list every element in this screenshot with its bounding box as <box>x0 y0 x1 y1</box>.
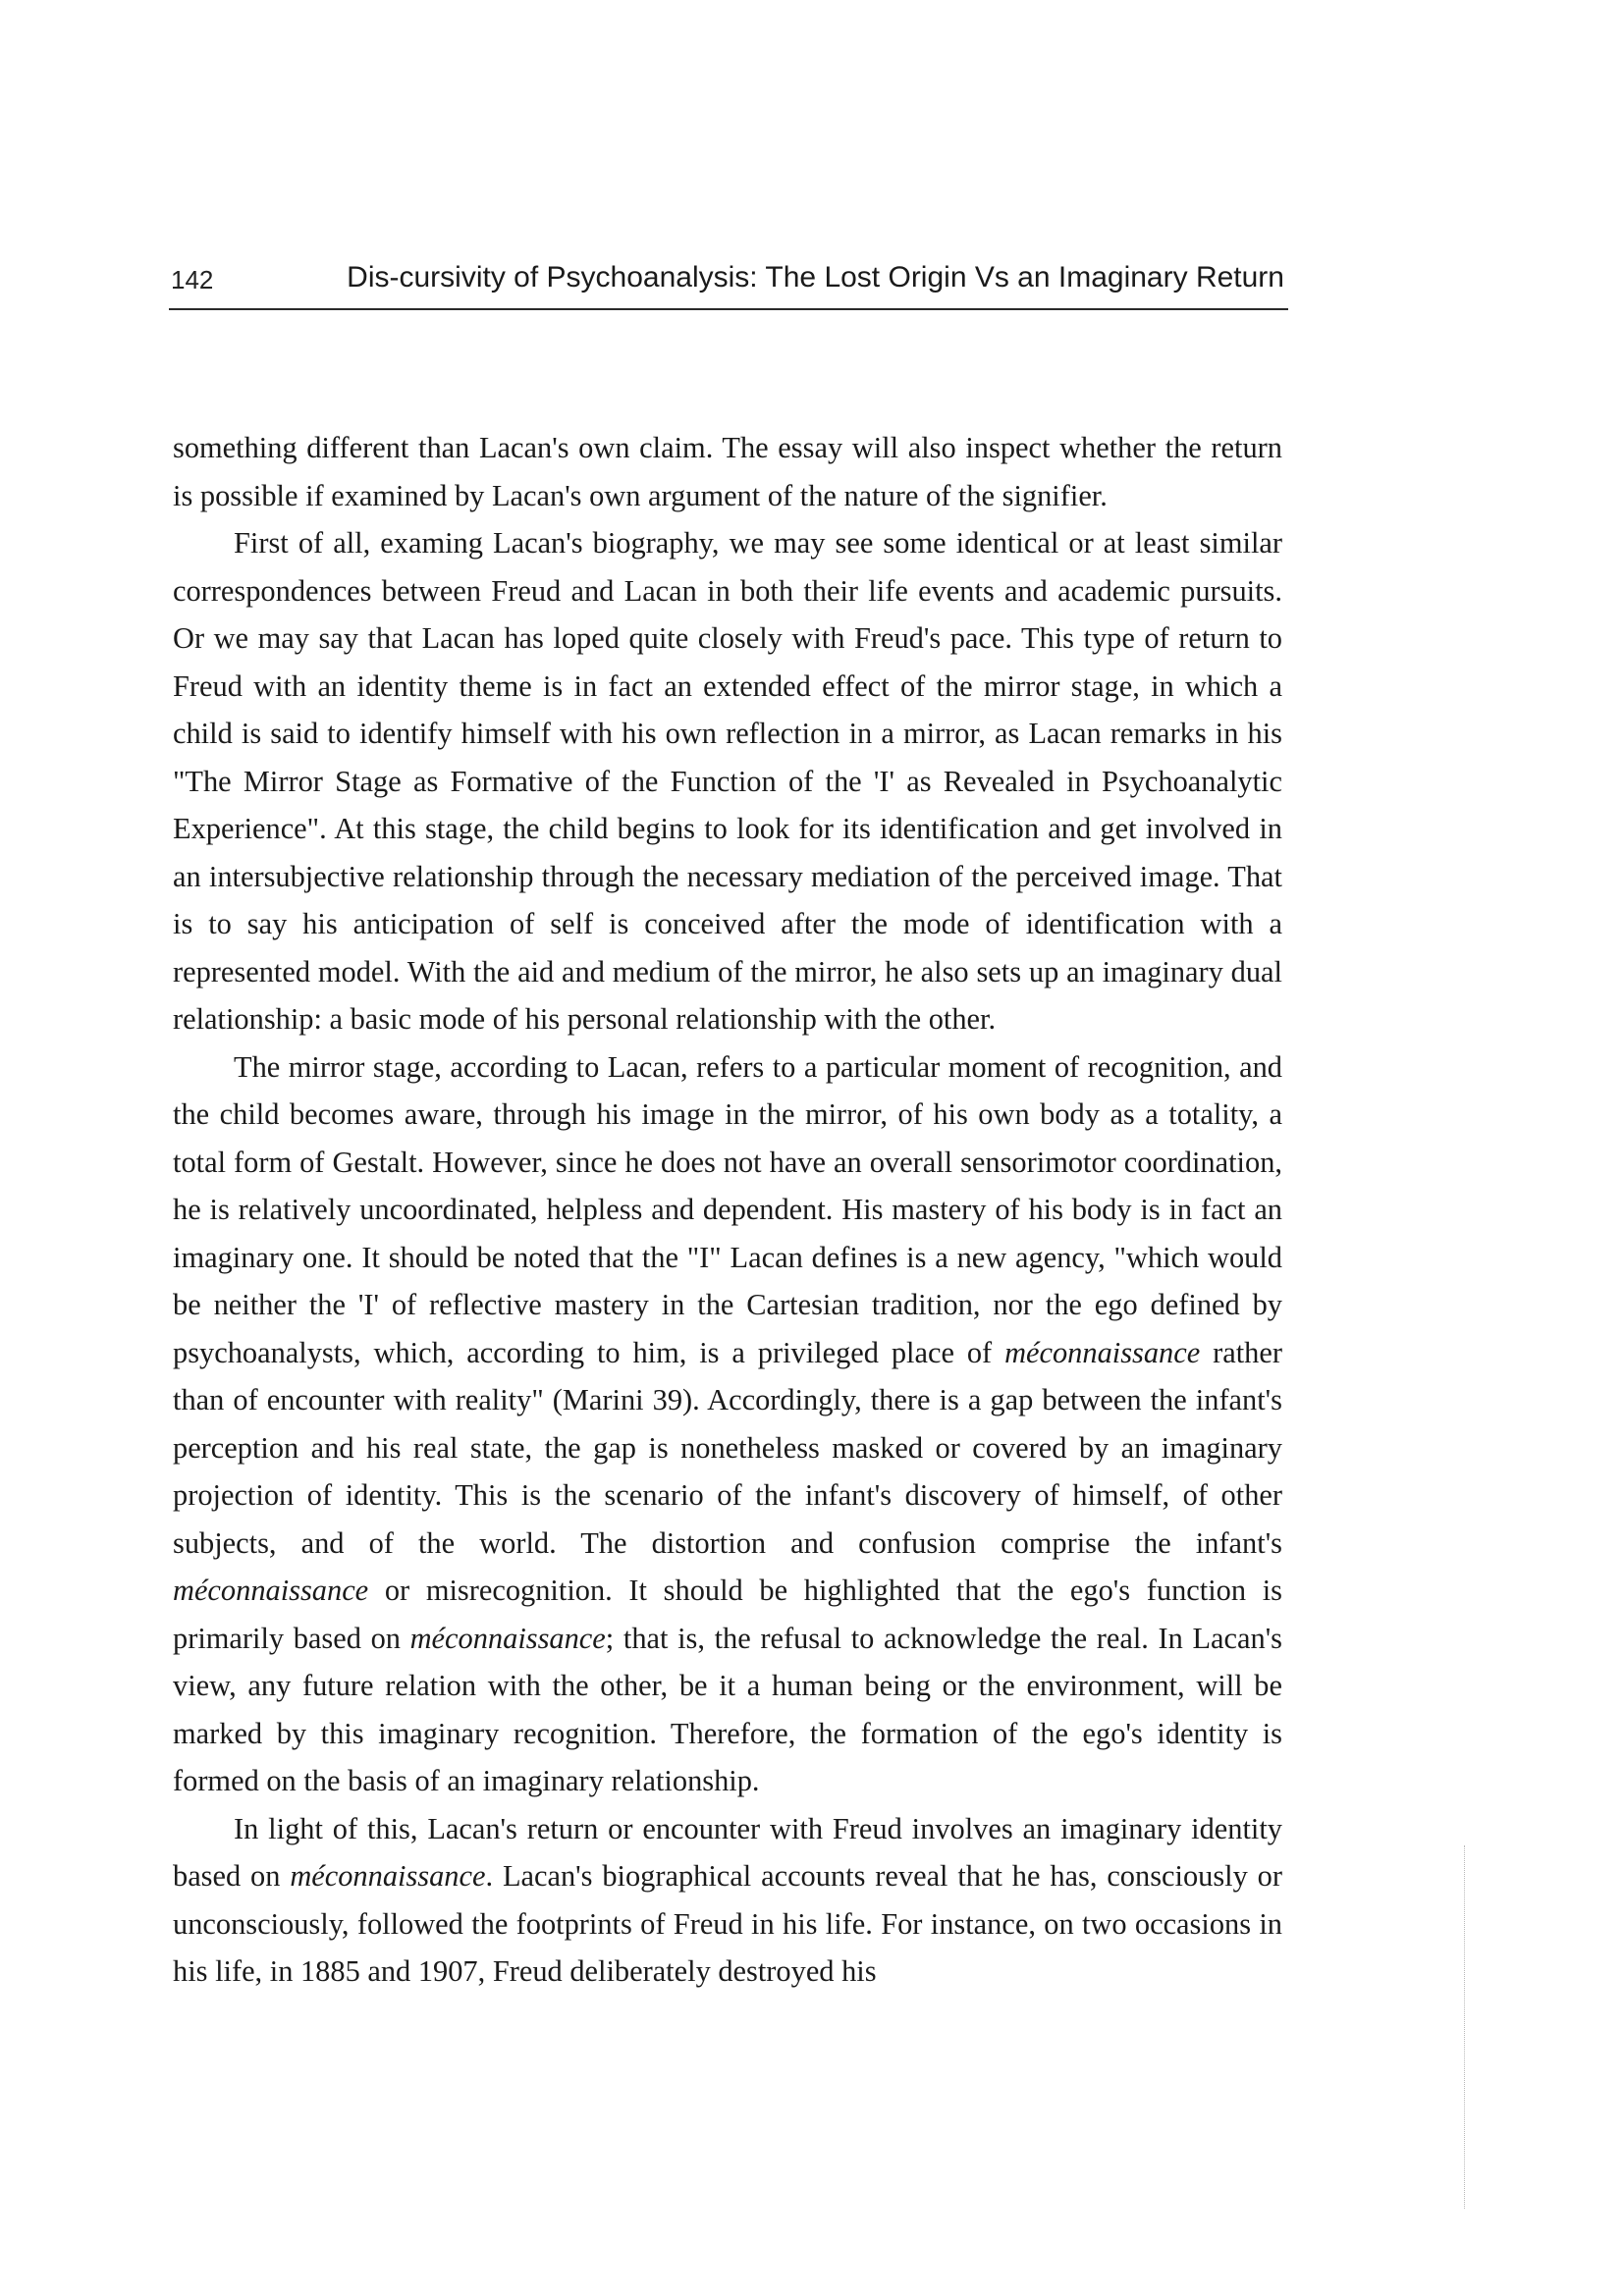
paragraph-biography <box>173 519 1282 1043</box>
text-run: In light of this, Lacan's return or encounter with Freud involves an imaginary identity based on <box>173 1811 1282 1893</box>
text-run: The mirror stage, according to Lacan, refers to a particular moment of recognition, and the child becomes aware, through his image in the mirror, of his own body as a totality, a total form of Gestalt. However, since he does not have an overall sensorimotor coordination, he is relatively uncoordinated, helpless and dependent. His mastery of his body is in fact an imaginary one. It should be noted that the "I" Lacan defines is a new agency, "which would be neither the 'I' of reflective mastery in the Cartesian tradition, nor the ego defined by psychoanalysts, which, according to him, is a privileged place of <box>173 1049 1282 1369</box>
paragraph-continuation <box>173 424 1282 519</box>
page-number: 142 <box>171 265 214 294</box>
text-run: . Lacan's biographical accounts reveal that he has, consciously or unconsciously, followed the footprints of Freud in his life. For instance, on two occasions in his life, in 1885 and 1907, Freud deliberately destroyed his <box>173 1859 1282 1988</box>
text-run: First of all, examing Lacan's biography, we may see some identical or at least similar correspondences between Freud and Lacan in both their life events and academic pursuits. Or we may say that Lacan has loped quite closely with Freud's pace. This type of return to Freud with an identity theme is in fact an extended effect of the mirror stage, in which a child is said to identify himself with his own reflection in a mirror, as Lacan remarks in his "The Mirror Stage as Formative of the Function of the 'I' as Revealed in Psychoanalytic Experience". At this stage, the child begins to look for its identification and get involved in an intersubjective relationship through the necessary mediation of the perceived image. That is to say his anticipation of self is conceived after the mode of identification with a represented model. With the aid and medium of the mirror, he also sets up an imaginary dual relationship: a basic mode of his personal relationship with the other. <box>173 526 1282 1036</box>
italic-term: méconnaissance <box>409 1621 606 1655</box>
italic-term: méconnaissance <box>290 1859 486 1893</box>
scan-artifact-line <box>1464 1845 1465 2209</box>
italic-term: méconnaissance <box>1004 1335 1201 1369</box>
running-title: Dis-cursivity of Psychoanalysis: The Lost Origin Vs an Imaginary Return <box>347 261 1284 294</box>
text-run: rather than of encounter with reality" (Marini 39). Accordingly, there is a gap between the infant's perception and his real state, the gap is nonetheless masked or covered by an imaginary projection of identity. This is the scenario of the infant's discovery of himself, of other subjects, and of the world. The distortion and confusion comprise the infant's <box>173 1335 1282 1560</box>
text-run: ; that is, the refusal to acknowledge the real. In Lacan's view, any future relation with the other, be it a human being or the environment, will be marked by this imaginary recognition. Therefore, the formation of the ego's identity is formed on the basis of an imaginary relationship. <box>173 1621 1282 1797</box>
paragraph-light-of-this <box>173 1805 1282 1996</box>
running-header <box>169 257 1288 310</box>
text-run: or misrecognition. It should be highlighted that the ego's function is primarily based on <box>173 1574 1282 1655</box>
paragraph-mirror-stage <box>173 1043 1282 1805</box>
body-text <box>173 424 1282 1996</box>
italic-term: méconnaissance <box>173 1574 369 1607</box>
text-run: something different than Lacan's own claim. The essay will also inspect whether the return is possible if examined by Lacan's own argument of the nature of the signifier. <box>173 431 1282 512</box>
